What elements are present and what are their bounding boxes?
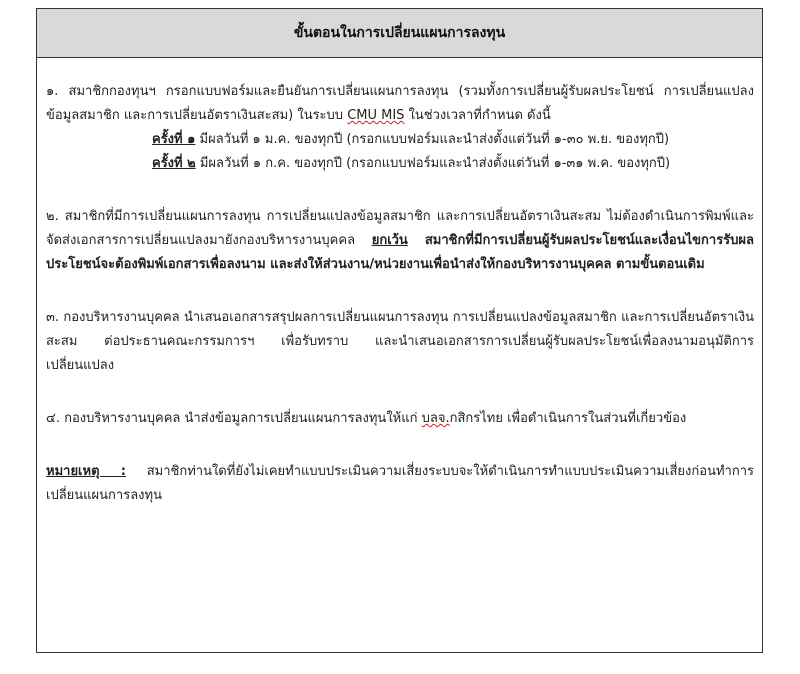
round-2-text: มีผลวันที่ ๑ ก.ค. ของทุกปี (กรอกแบบฟอร์มและนำส่งตั้งแต่วันที่ ๑-๓๑ พ.ค. ของทุกปี) bbox=[195, 156, 671, 171]
step-4-text-a: ๔. กองบริหารงานบุคคล นำส่งข้อมูลการเปลี่ยนแผนการลงทุนให้แก่ bbox=[46, 411, 422, 426]
procedure-title: ขั้นตอนในการเปลี่ยนแผนการลงทุน bbox=[37, 9, 762, 58]
procedure-box bbox=[36, 8, 763, 653]
round-2 bbox=[46, 152, 754, 176]
remark bbox=[46, 460, 754, 508]
cmu-mis-system-name: CMU MIS bbox=[347, 108, 405, 123]
round-1-text: มีผลวันที่ ๑ ม.ค. ของทุกปี (กรอกแบบฟอร์มและนำส่งตั้งแต่วันที่ ๑-๓๐ พ.ย. ของทุกปี) bbox=[195, 132, 670, 147]
procedure-body bbox=[37, 80, 762, 508]
step-1 bbox=[46, 80, 754, 128]
step-2-text: ๒. สมาชิกที่มีการเปลี่ยนแผนการลงทุน การเปลี่ยนแปลงข้อมูลสมาชิก และการเปลี่ยนอัตราเงินสะสม ไม่ต้องดำเนินการพิมพ์และจัดส่งเอกสารการเปลี่ยนแปลงมายังกองบริหารงานบุคคล bbox=[46, 209, 754, 248]
step-2-exception: ยกเว้น bbox=[371, 233, 408, 248]
step-4-company: บลจ. bbox=[421, 411, 450, 426]
remark-text: สมาชิกท่านใดที่ยังไม่เคยทำแบบประเมินความเสี่ยงระบบจะให้ดำเนินการทำแบบประเมินความเสี่ยงก่อนทำการเปลี่ยนแผนการลงทุน bbox=[46, 464, 754, 503]
step-1-text-b: ในช่วงเวลาที่กำหนด ดังนี้ bbox=[404, 108, 551, 123]
step-4 bbox=[46, 407, 754, 431]
round-1 bbox=[46, 128, 754, 152]
step-4-text-b: กสิกรไทย เพื่อดำเนินการในส่วนที่เกี่ยวข้อง bbox=[449, 411, 687, 426]
step-1-text-a: ๑. สมาชิกกองทุนฯ กรอกแบบฟอร์มและยืนยันการเปลี่ยนแผนการลงทุน (รวมทั้งการเปลี่ยนผู้รับผลประโยชน์ การเปลี่ยนแปลงข้อมูลสมาชิก และการเปลี่ยนอัตราเงินสะสม) ในระบบ bbox=[46, 84, 754, 123]
round-2-label: ครั้งที่ ๒ bbox=[152, 156, 196, 171]
step-2 bbox=[46, 205, 754, 277]
remark-label: หมายเหตุ : bbox=[46, 464, 126, 479]
step-2-exception-detail: สมาชิกที่มีการเปลี่ยนผู้รับผลประโยชน์และเงื่อนไขการรับผลประโยชน์จะต้องพิมพ์เอกสารเพื่อลงนาม และส่งให้ส่วนงาน/หน่วยงานเพื่อนำส่งให้กองบริหารงานบุคคล ตามขั้นตอนเดิม bbox=[46, 233, 755, 272]
step-3: ๓. กองบริหารงานบุคคล นำเสนอเอกสารสรุปผลการเปลี่ยนแผนการลงทุน การเปลี่ยนแปลงข้อมูลสมาชิก และการเปลี่ยนอัตราเงินสะสม ต่อประธานคณะกรรมการฯ เพื่อรับทราบ และนำเสนอเอกสารการเปลี่ยนผู้รับผลประโยชน์เพื่อลงนามอนุมัติการเปลี่ยนแปลง bbox=[46, 310, 754, 373]
round-1-label: ครั้งที่ ๑ bbox=[152, 132, 196, 147]
